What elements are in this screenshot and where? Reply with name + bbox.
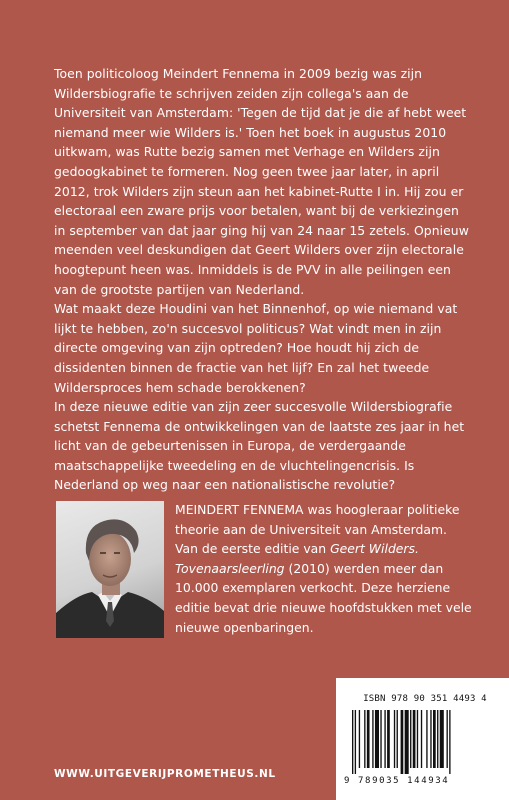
barcode-bars — [352, 710, 497, 774]
blurb-paragraph-3: In deze nieuwe editie van zijn zeer succesvolle Wildersbiografie schetst Fennema de ontwikkelingen van de laatste zes jaar in het licht van de gebeurtenissen in Europa, de verdergaande maatschappelijke tweedeling en de vluchtelingencrisis. Is Nederland op weg naar een nationalistische revolutie? — [54, 399, 465, 493]
author-photo — [56, 501, 164, 638]
author-bio — [175, 500, 485, 637]
bio-text-before-title: Van de eerste editie van — [175, 541, 331, 557]
author-intro: was hoogleraar politieke theorie aan de Universiteit van Amsterdam. — [175, 502, 460, 537]
blurb-text — [54, 64, 474, 495]
author-name: MEINDERT FENNEMA — [175, 502, 304, 517]
author-bio-edition — [175, 539, 485, 637]
publisher-url[interactable]: WWW.UITGEVERIJPROMETHEUS.NL — [54, 768, 276, 780]
blurb-paragraph-2: Wat maakt deze Houdini van het Binnenhof, op wie niemand vat lijkt te hebben, zo'n succesvol politicus? Wat vindt men in zijn directe omgeving van zijn optreden? Hoe houdt hij zich de dissidenten binnen de fractie van het lijf? En zal het tweede Wildersproces hem schade berokkenen? — [54, 301, 458, 395]
blurb-paragraph-1: Toen politicoloog Meindert Fennema in 2009 bezig was zijn Wildersbiografie te schrijven zeiden zijn collega's aan de Universiteit van Amsterdam: 'Tegen de tijd dat je die af hebt weet niemand meer wie Wilders is.' Toen het boek in augustus 2010 uitkwam, was Rutte bezig samen met Verhage en Wilders zijn gedoogkabinet te formeren. Nog geen twee jaar later, in april 2012, trok Wilders zijn steun aan het kabinet-Rutte I in. Hij zou er electoraal een zware prijs voor betalen, want bij de verkiezingen in september van dat jaar ging hij van 24 naar 15 zetels. Opnieuw meenden veel deskundigen dat Geert Wilders over zijn electorale hoogtepunt heen was. Inmiddels is de PVV in alle peilingen een van de grootste partijen van Nederland. — [54, 66, 469, 297]
bio-text-after-title: (2010) werden meer dan 10.000 exemplaren verkocht. Deze herziene editie bevat drie nieuwe hoofdstukken met vele nieuwe openbaringen. — [175, 560, 472, 635]
barcode-digits: 9 789035 144934 — [344, 776, 450, 786]
book-title: Geert Wilders. Tovenaarsleerling — [175, 541, 419, 576]
isbn-label: ISBN 978 90 351 4493 4 — [363, 694, 487, 704]
barcode-panel — [336, 678, 509, 800]
author-bio-intro — [175, 500, 485, 539]
